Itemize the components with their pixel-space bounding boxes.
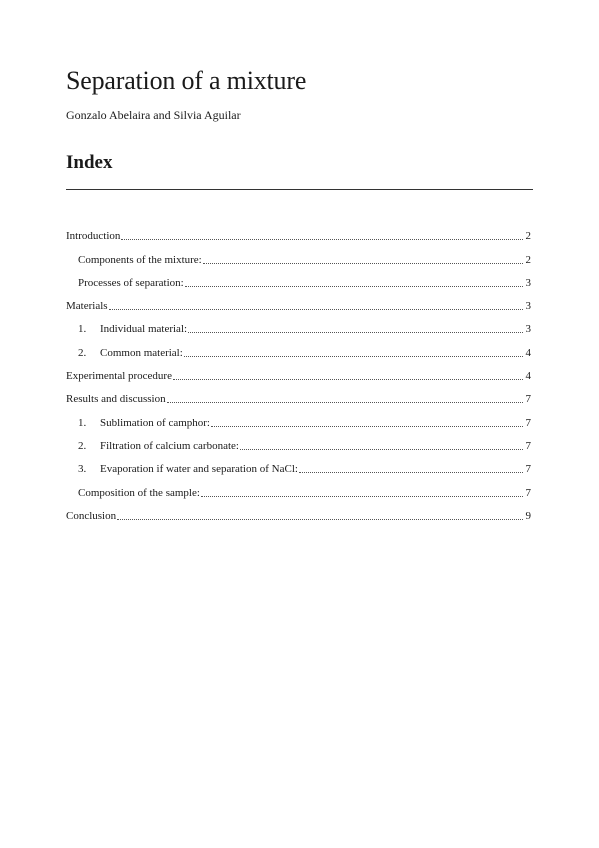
toc-entry[interactable] [66,243,531,266]
toc-entry[interactable] [66,313,531,336]
toc-entry-label: Experimental procedure [66,370,172,383]
index-divider [66,189,533,190]
toc-entry[interactable] [66,453,531,476]
toc-entry[interactable] [66,360,531,383]
toc-entry[interactable] [66,406,531,429]
toc-dot-leader [167,402,523,403]
toc-entry-page-number: 7 [525,439,531,452]
toc-dot-leader [201,496,523,497]
toc-dot-leader [121,239,523,240]
toc-entry[interactable] [66,220,531,243]
toc-dot-leader [203,263,523,264]
document-authors: Gonzalo Abelaira and Silvia Aguilar [66,108,241,122]
toc-dot-leader [185,286,523,287]
toc-entry-label: Materials [66,300,108,313]
table-of-contents [66,220,531,523]
toc-entry-label: Results and discussion [66,393,166,406]
toc-entry-label: Filtration of calcium carbonate: [100,439,239,452]
toc-entry-page-number: 7 [525,393,531,406]
toc-dot-leader [117,519,523,520]
toc-entry-page-number: 4 [525,370,531,383]
toc-entry-label: Components of the mixture: [78,253,202,266]
toc-entry-page-number: 7 [525,416,531,429]
toc-entry-page-number: 7 [525,486,531,499]
toc-entry-page-number: 3 [525,323,531,336]
toc-dot-leader [184,356,523,357]
index-heading: Index [66,152,113,173]
toc-entry-number: 1. [78,323,87,336]
toc-entry-number: 2. [78,346,87,359]
toc-entry[interactable] [66,476,531,499]
document-title: Separation of a mixture [66,66,307,95]
toc-entry-page-number: 7 [525,463,531,476]
toc-entry-page-number: 3 [525,276,531,289]
toc-dot-leader [188,332,523,333]
toc-entry-number: 3. [78,463,87,476]
toc-entry-label: Introduction [66,230,121,243]
toc-entry[interactable] [66,500,531,523]
toc-entry-label: Common material: [100,346,183,359]
toc-dot-leader [240,449,523,450]
toc-dot-leader [109,309,523,310]
toc-entry-page-number: 4 [525,346,531,359]
toc-dot-leader [173,379,523,380]
toc-entry-label: Sublimation of camphor: [100,416,210,429]
toc-entry-number: 2. [78,439,87,452]
toc-entry[interactable] [66,383,531,406]
toc-dot-leader [299,472,523,473]
toc-entry-label: Processes of separation: [78,276,184,289]
toc-entry-label: Composition of the sample: [78,486,200,499]
toc-dot-leader [211,426,523,427]
toc-entry[interactable] [66,336,531,359]
toc-entry-page-number: 3 [525,300,531,313]
toc-entry-page-number: 2 [525,253,531,266]
toc-entry[interactable] [66,267,531,290]
toc-entry-number: 1. [78,416,87,429]
toc-entry-page-number: 9 [525,509,531,522]
toc-entry-page-number: 2 [525,230,531,243]
toc-entry-label: Evaporation if water and separation of NaCl: [100,463,298,476]
toc-entry[interactable] [66,290,531,313]
toc-entry[interactable] [66,430,531,453]
toc-entry-label: Individual material: [100,323,188,336]
toc-entry-label: Conclusion [66,509,117,522]
